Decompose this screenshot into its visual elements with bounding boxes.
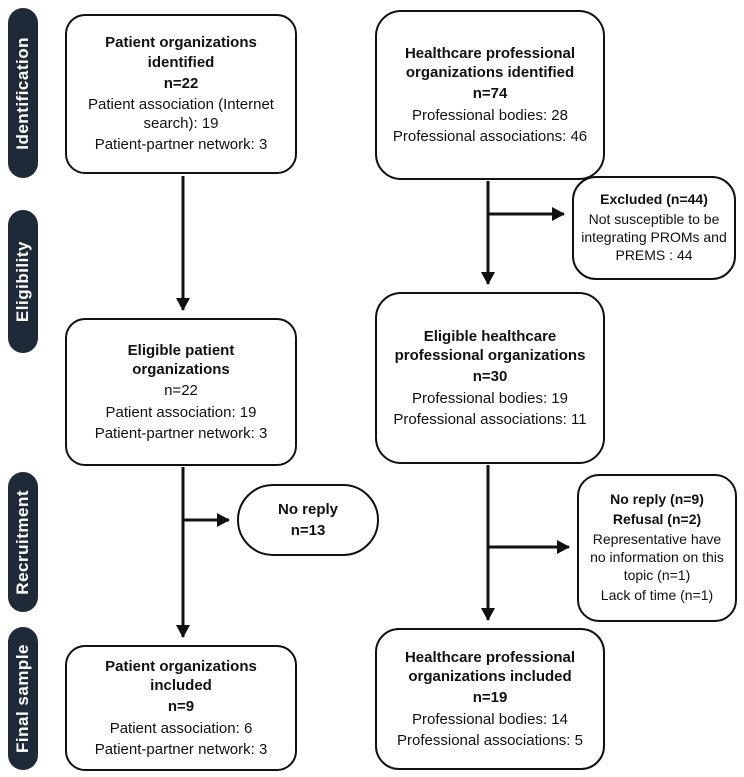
box-detail: Professional associations: 11 <box>393 410 587 428</box>
stage-label-final-sample <box>8 627 38 770</box>
box-title: Patient organizations included <box>105 658 257 695</box>
box-count: n=22 <box>164 382 198 400</box>
box-detail: Professional bodies: 14 <box>412 710 568 728</box>
box-title: Healthcare professional organizations included <box>404 649 576 686</box>
box-title: No reply <box>277 500 338 518</box>
box-detail: Lack of time (n=1) <box>600 586 714 603</box>
box-detail: Patient association (Internet search): 19 <box>88 96 274 133</box>
no-reply-oval <box>237 484 379 556</box>
stage-label-recruitment <box>8 472 38 612</box>
box-title: Excluded (n=44) <box>600 191 708 208</box>
patient-organizations-included-box <box>65 645 297 771</box>
eligible-patient-organizations-box <box>65 318 297 466</box>
stage-label-text: Final sample <box>13 644 32 753</box>
no-reply-refusal-box <box>577 474 737 622</box>
box-title: Eligible healthcare professional organizations <box>394 328 586 365</box>
box-detail: Representative have no information on this topic (n=1) <box>590 531 724 583</box>
box-detail: Patient-partner network: 3 <box>94 136 268 154</box>
box-detail: Patient association: 19 <box>105 403 257 421</box>
box-count: n=22 <box>163 74 199 92</box>
box-title: Patient organizations identified <box>105 34 257 71</box>
eligible-healthcare-organizations-box <box>375 292 605 464</box>
box-count: n=30 <box>472 368 508 386</box>
box-detail: Patient association: 6 <box>109 719 253 737</box>
stage-label-text: Recruitment <box>13 489 32 595</box>
stage-label-text: Eligibility <box>13 240 32 323</box>
box-detail: Patient-partner network: 3 <box>94 740 268 758</box>
box-count: n=9 <box>167 698 195 716</box>
box-count: n=13 <box>290 522 326 539</box>
box-title: Healthcare professional organizations identified <box>404 45 576 82</box>
box-count: n=74 <box>472 85 508 103</box>
box-detail: Professional bodies: 19 <box>412 389 568 407</box>
stage-label-eligibility <box>8 210 38 353</box>
stage-label-identification <box>8 8 38 178</box>
box-title: No reply (n=9) <box>610 491 704 508</box>
box-detail: Professional associations: 46 <box>392 127 588 145</box>
patient-organizations-identified-box <box>65 14 297 174</box>
box-detail: Patient-partner network: 3 <box>94 424 268 442</box>
box-title: Eligible patient organizations <box>127 342 235 379</box>
box-detail: Professional bodies: 28 <box>412 106 568 124</box>
healthcare-organizations-identified-box <box>375 10 605 180</box>
box-detail: Not susceptible to be integrating PROMs and PREMS : 44 <box>581 211 727 263</box>
stage-label-text: Identification <box>13 36 32 150</box>
excluded-box <box>572 176 736 280</box>
box-detail: Professional associations: 5 <box>397 731 583 749</box>
healthcare-organizations-included-box <box>375 628 605 770</box>
box-title: Refusal (n=2) <box>612 511 702 528</box>
box-count: n=19 <box>472 689 508 707</box>
